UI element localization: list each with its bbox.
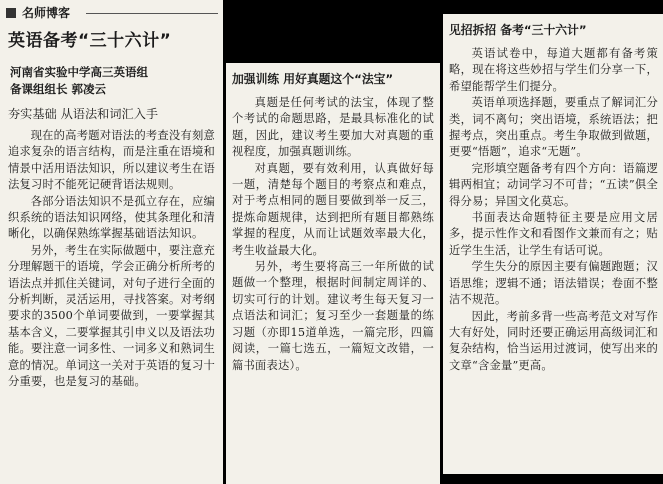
author-byline <box>10 64 216 98</box>
paragraph: 英语试卷中，每道大题都有备考策略，现在将这些妙招与学生们分享一下，希望能帮学生们提分。 <box>449 47 658 93</box>
paragraph: 真题是任何考试的法宝，体现了整个考试的命题思路，是最具标准化的试题，因此，建议考生要加大对真题的重视程度，加强真题训练。 <box>232 96 434 159</box>
author-line-2: 备课组组长 郭凌云 <box>10 82 107 96</box>
article-body <box>8 128 215 391</box>
paragraph: 另外，考生要将高三一年所做的试题做一个整理，根据时间制定周详的、切实可行的计划。建议考生每天复习一点语法和词汇；复习至少一套题量的练习题（亦即15道单选，一篇完形，四篇阅读，一篇七选五，一篇短文改错，一篇书面表达）。 <box>232 260 434 372</box>
section-heading: 见招拆招 备考“三十六计” <box>449 23 587 37</box>
section-heading: 夯实基础 从语法和词汇入手 <box>8 107 159 121</box>
paragraph: 学生失分的原因主要有偏题跑题；汉语思维；逻辑不通；语法错误；卷面不整洁不规范。 <box>449 260 658 307</box>
paragraph: 英语单项选择题，要重点了解词汇分类，词不离句；突出语境，系统语法；把握考点，突出重点。考生争取做到做题，更要“悟题”，追求“无题”。 <box>449 96 658 159</box>
article-panel-left <box>0 0 223 484</box>
column-label: 名师博客 <box>22 6 71 20</box>
author-line-1: 河南省实验中学高三英语组 <box>10 65 148 79</box>
article-body <box>449 46 658 374</box>
paragraph: 各部分语法知识不是孤立存在，应编织系统的语法知识网络，使其条理化和清晰化，以确保熟练掌握基础语法知识。 <box>8 194 215 241</box>
paragraph: 另外，考生在实际做题中，要注意充分理解题干的语境，学会正确分析所考的语法点并抓住关键词，对句子进行全面的分析判断，灵活运用，寻找答案。对考纲要求的3500个单词要做到，一要掌握其基本含义，二要掌握其引申义以及语法功能。要注意一词多性、一词多义和熟词生意的情况。单词这一关对于英语的复习十分重要，也是复习的基础。 <box>8 243 215 389</box>
article-panel-middle <box>226 63 440 484</box>
column-header <box>6 5 218 21</box>
paragraph: 书面表达命题特征主要是应用文居多，提示性作文和看图作文兼而有之；贴近学生生活，让学生有话可说。 <box>449 211 658 257</box>
paragraph: 因此，考前多背一些高考范文对写作大有好处，同时还要正确运用高级词汇和复杂结构，恰当运用过渡词，使写出来的文章“含金量”更高。 <box>449 309 658 372</box>
article-panel-right <box>443 14 663 474</box>
paragraph: 完形填空题备考有四个方向：语篇逻辑两相宜；动词学习不可昔；“五读”俱全得分易；异国文化莫忘。 <box>449 161 658 208</box>
section-heading: 加强训练 用好真题这个“法宝” <box>232 72 394 86</box>
paragraph: 现在的高考题对语法的考查没有刻意追求复杂的语言结构，而是注重在语境和情景中活用语法知识，所以建议考生在语法复习时不能死记硬背语法规则。 <box>8 129 215 192</box>
header-rule <box>86 13 218 14</box>
square-bullet-icon <box>6 8 16 18</box>
paragraph: 对真题，要有效利用，认真做好每一题，清楚每个题目的考察点和难点，对于考点相同的题目要做到举一反三，提炼命题规律，达到把所有题目都熟练掌握的程度，从而让试题效率最大化，考生收益最大化。 <box>232 161 434 257</box>
article-body <box>232 95 434 374</box>
article-title: 英语备考“三十六计” <box>8 31 172 51</box>
